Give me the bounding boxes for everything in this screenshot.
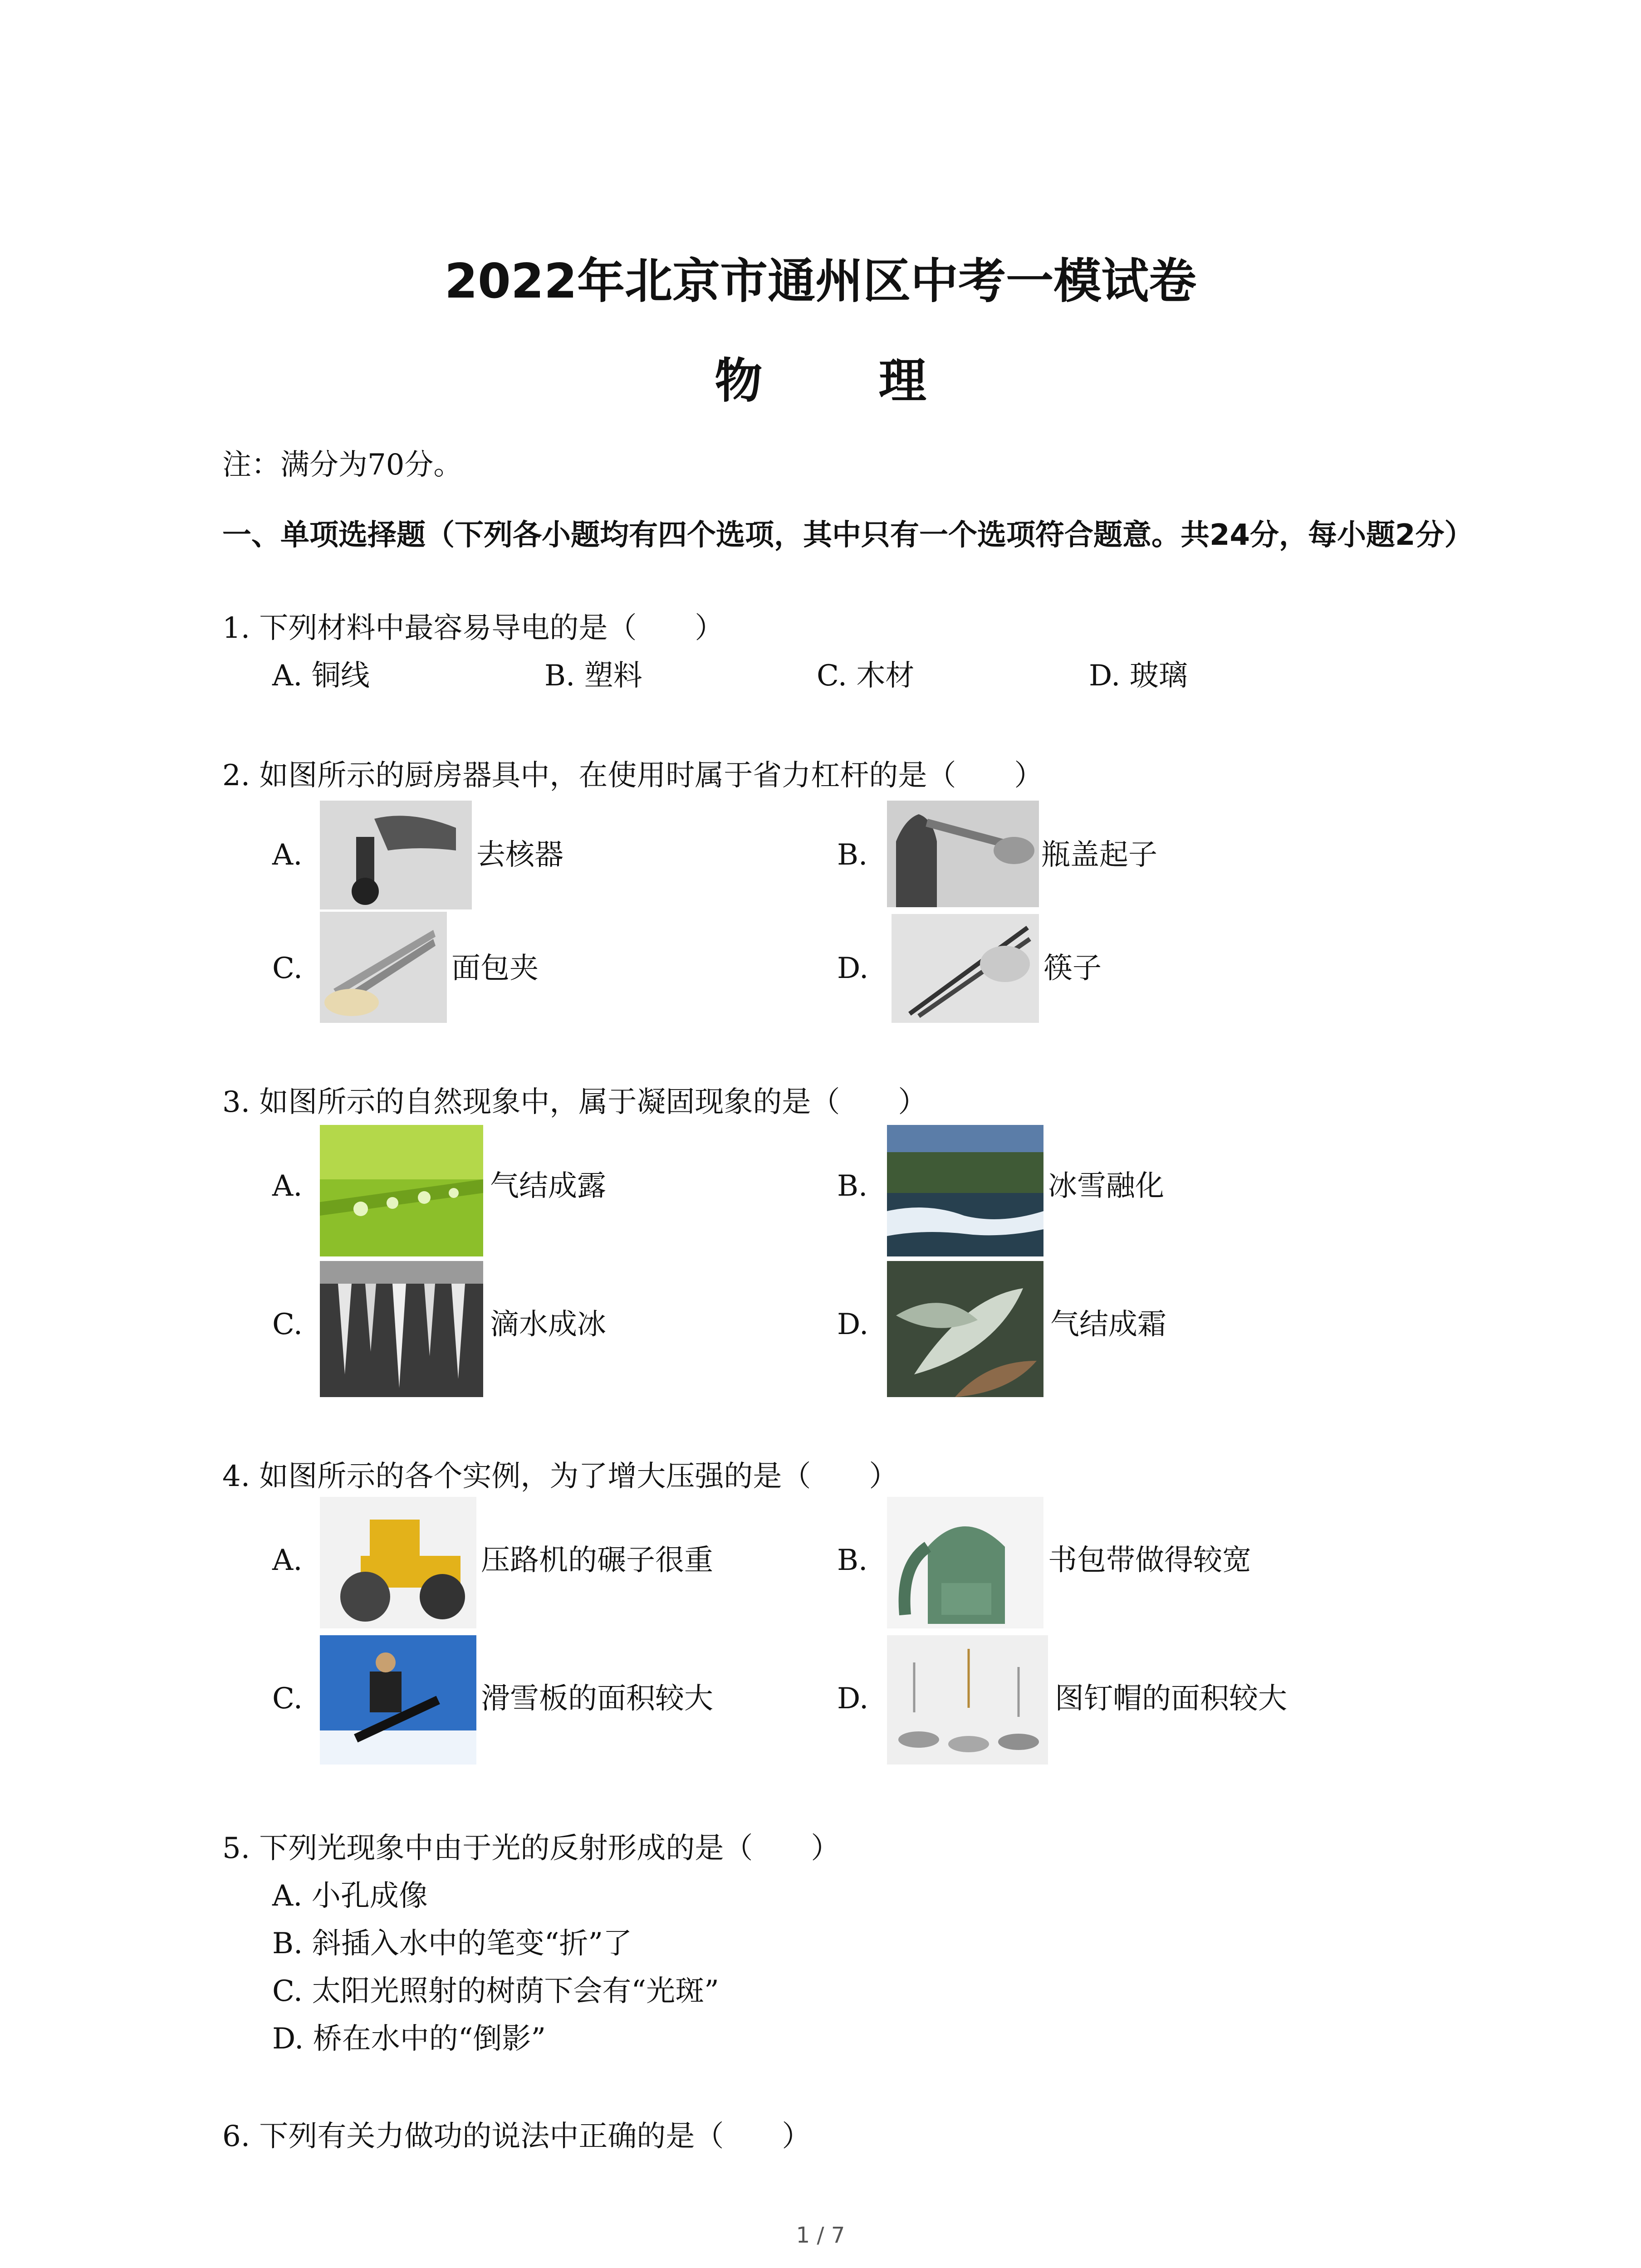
page-number: 1 / 7: [796, 2223, 845, 2248]
road-roller-image: [320, 1497, 476, 1628]
q4-c-text: 滑雪板的面积较大: [481, 1682, 713, 1716]
q4-b-letter: B.: [837, 1544, 868, 1577]
q5-option-c: C. 太阳光照射的树荫下会有“光斑”: [272, 1975, 719, 2008]
q3-c-text: 滴水成冰: [490, 1308, 606, 1341]
melting-snow-image: [887, 1125, 1043, 1256]
q1-option-b: B. 塑料: [544, 659, 642, 693]
q5-option-a: A. 小孔成像: [272, 1879, 428, 1913]
q2-stem: 2. 如图所示的厨房器具中，在使用时属于省力杠杆的是（ ）: [222, 759, 1043, 792]
q2-b-letter: B.: [837, 838, 868, 872]
q4-b-text: 书包带做得较宽: [1048, 1544, 1251, 1577]
q3-d-text: 气结成霜: [1050, 1308, 1166, 1341]
q5-option-b: B. 斜插入水中的笔变“折”了: [272, 1927, 632, 1960]
q4-d-letter: D.: [837, 1682, 869, 1716]
q5-option-d: D. 桥在水中的“倒影”: [272, 2022, 546, 2056]
dew-image: [320, 1125, 483, 1256]
q5-stem: 5. 下列光现象中由于光的反射形成的是（ ）: [222, 1832, 840, 1865]
q2-d-text: 筷子: [1043, 952, 1102, 985]
q1-option-c: C. 木材: [817, 659, 915, 693]
bottle-opener-image: [887, 801, 1039, 907]
q1-stem: 1. 下列材料中最容易导电的是（ ）: [222, 611, 724, 645]
backpack-image: [887, 1497, 1043, 1628]
q2-a-text: 去核器: [476, 838, 563, 872]
q4-a-letter: A.: [272, 1544, 303, 1577]
exam-title: 2022年北京市通州区中考一模试卷: [444, 254, 1197, 309]
subject-title: 物 理: [715, 353, 976, 409]
q2-a-letter: A.: [272, 838, 303, 872]
score-note: 注：满分为70分。: [222, 448, 463, 482]
snowboarder-image: [320, 1635, 476, 1765]
q2-d-letter: D.: [837, 952, 869, 985]
chopsticks-image: [892, 914, 1039, 1023]
q3-b-letter: B.: [837, 1169, 868, 1203]
q4-c-letter: C.: [272, 1682, 303, 1716]
pitter-tool-image: [320, 801, 472, 909]
frost-leaves-image: [887, 1261, 1043, 1397]
q3-a-letter: A.: [272, 1169, 303, 1203]
q1-option-d: D. 玻璃: [1089, 659, 1188, 693]
q3-d-letter: D.: [837, 1308, 869, 1341]
q4-a-text: 压路机的碾子很重: [481, 1544, 713, 1577]
q2-b-text: 瓶盖起子: [1041, 838, 1157, 872]
q6-stem: 6. 下列有关力做功的说法中正确的是（ ）: [222, 2120, 811, 2153]
q3-c-letter: C.: [272, 1308, 303, 1341]
icicles-image: [320, 1261, 483, 1397]
q4-stem: 4. 如图所示的各个实例，为了增大压强的是（ ）: [222, 1460, 898, 1493]
q3-b-text: 冰雪融化: [1048, 1169, 1164, 1203]
bread-tongs-image: [320, 912, 447, 1023]
thumbtacks-image: [887, 1635, 1048, 1765]
q2-c-text: 面包夹: [451, 952, 539, 985]
section-heading: 一、单项选择题（下列各小题均有四个选项，其中只有一个选项符合题意。共24分，每小题2分）: [222, 518, 1474, 552]
q3-stem: 3. 如图所示的自然现象中，属于凝固现象的是（ ）: [222, 1085, 927, 1119]
q2-c-letter: C.: [272, 952, 303, 985]
q4-d-text: 图钉帽的面积较大: [1055, 1682, 1287, 1716]
q1-option-a: A. 铜线: [272, 659, 370, 693]
q3-a-text: 气结成露: [490, 1169, 606, 1203]
